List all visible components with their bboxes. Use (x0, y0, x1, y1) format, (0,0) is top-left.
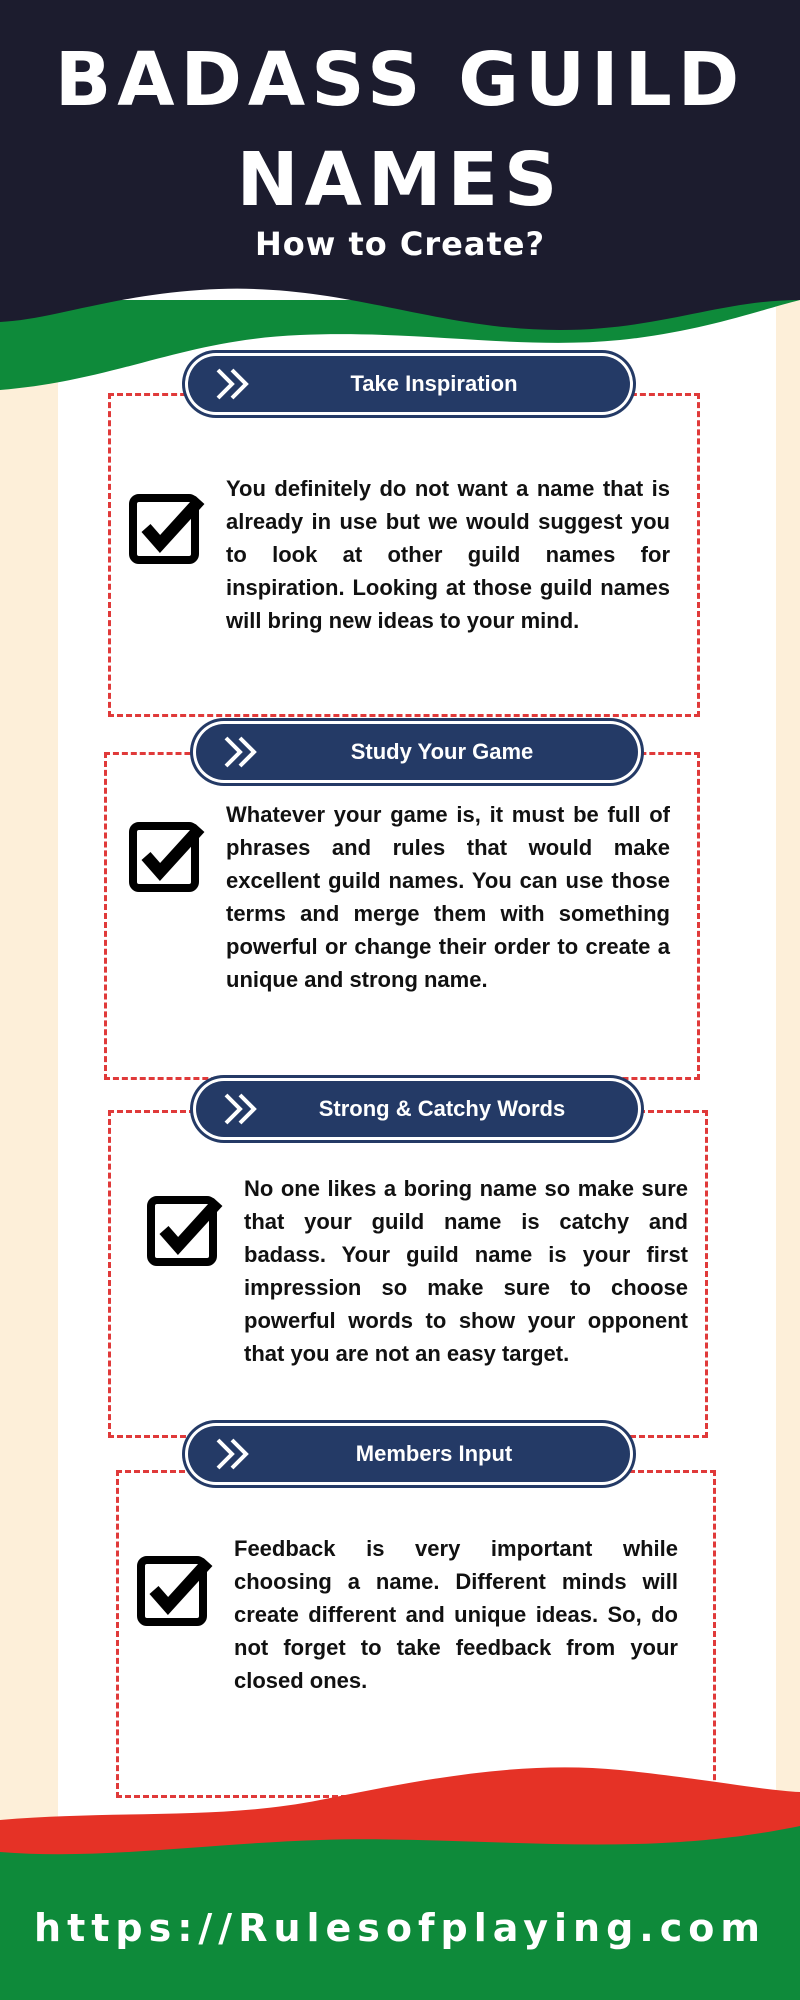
section-title: Take Inspiration (350, 371, 518, 396)
footer-url-link[interactable]: https://Rulesofplaying.com (34, 1906, 766, 1950)
section-body-text: Feedback is very important while choosing a name. Different minds will create different and unique ideas. So, do not forget to take feedback from your closed ones. (234, 1536, 678, 1693)
section-banner-3 (196, 1081, 638, 1137)
section-title: Study Your Game (350, 739, 534, 764)
checkbox-checked-icon (128, 490, 206, 568)
section-banner-1 (188, 356, 630, 412)
section-body-text: You definitely do not want a name that is already in use but we would suggest you to look at other guild names for inspiration. Looking at those guild names will bring new ideas to your mind. (226, 476, 670, 633)
chevron-double-right-icon (222, 1093, 262, 1125)
page-title: BADASS GUILD NAMES (54, 37, 746, 223)
section-banner-4 (188, 1426, 630, 1482)
checkbox-checked-icon (128, 818, 206, 896)
chevron-double-right-icon (214, 1438, 254, 1470)
section-body-text: Whatever your game is, it must be full of phrases and rules that would make excellent guild names. You can use those terms and merge them with something powerful or change their order to create a unique and strong name. (226, 802, 670, 992)
section-body-text: No one likes a boring name so make sure that your guild name is catchy and badass. Your guild name is your first impression so make sure to choose powerful words to show your opponent that you are not an easy target. (244, 1176, 688, 1366)
page-subtitle: How to Create? (254, 225, 545, 263)
section-title: Members Input (355, 1441, 513, 1466)
checkbox-checked-icon (146, 1192, 224, 1270)
chevron-double-right-icon (222, 736, 262, 768)
checkbox-checked-icon (136, 1552, 214, 1630)
chevron-double-right-icon (214, 368, 254, 400)
section-title: Strong & Catchy Words (318, 1096, 566, 1121)
footer-background (0, 1760, 800, 2000)
section-banner-2 (196, 724, 638, 780)
